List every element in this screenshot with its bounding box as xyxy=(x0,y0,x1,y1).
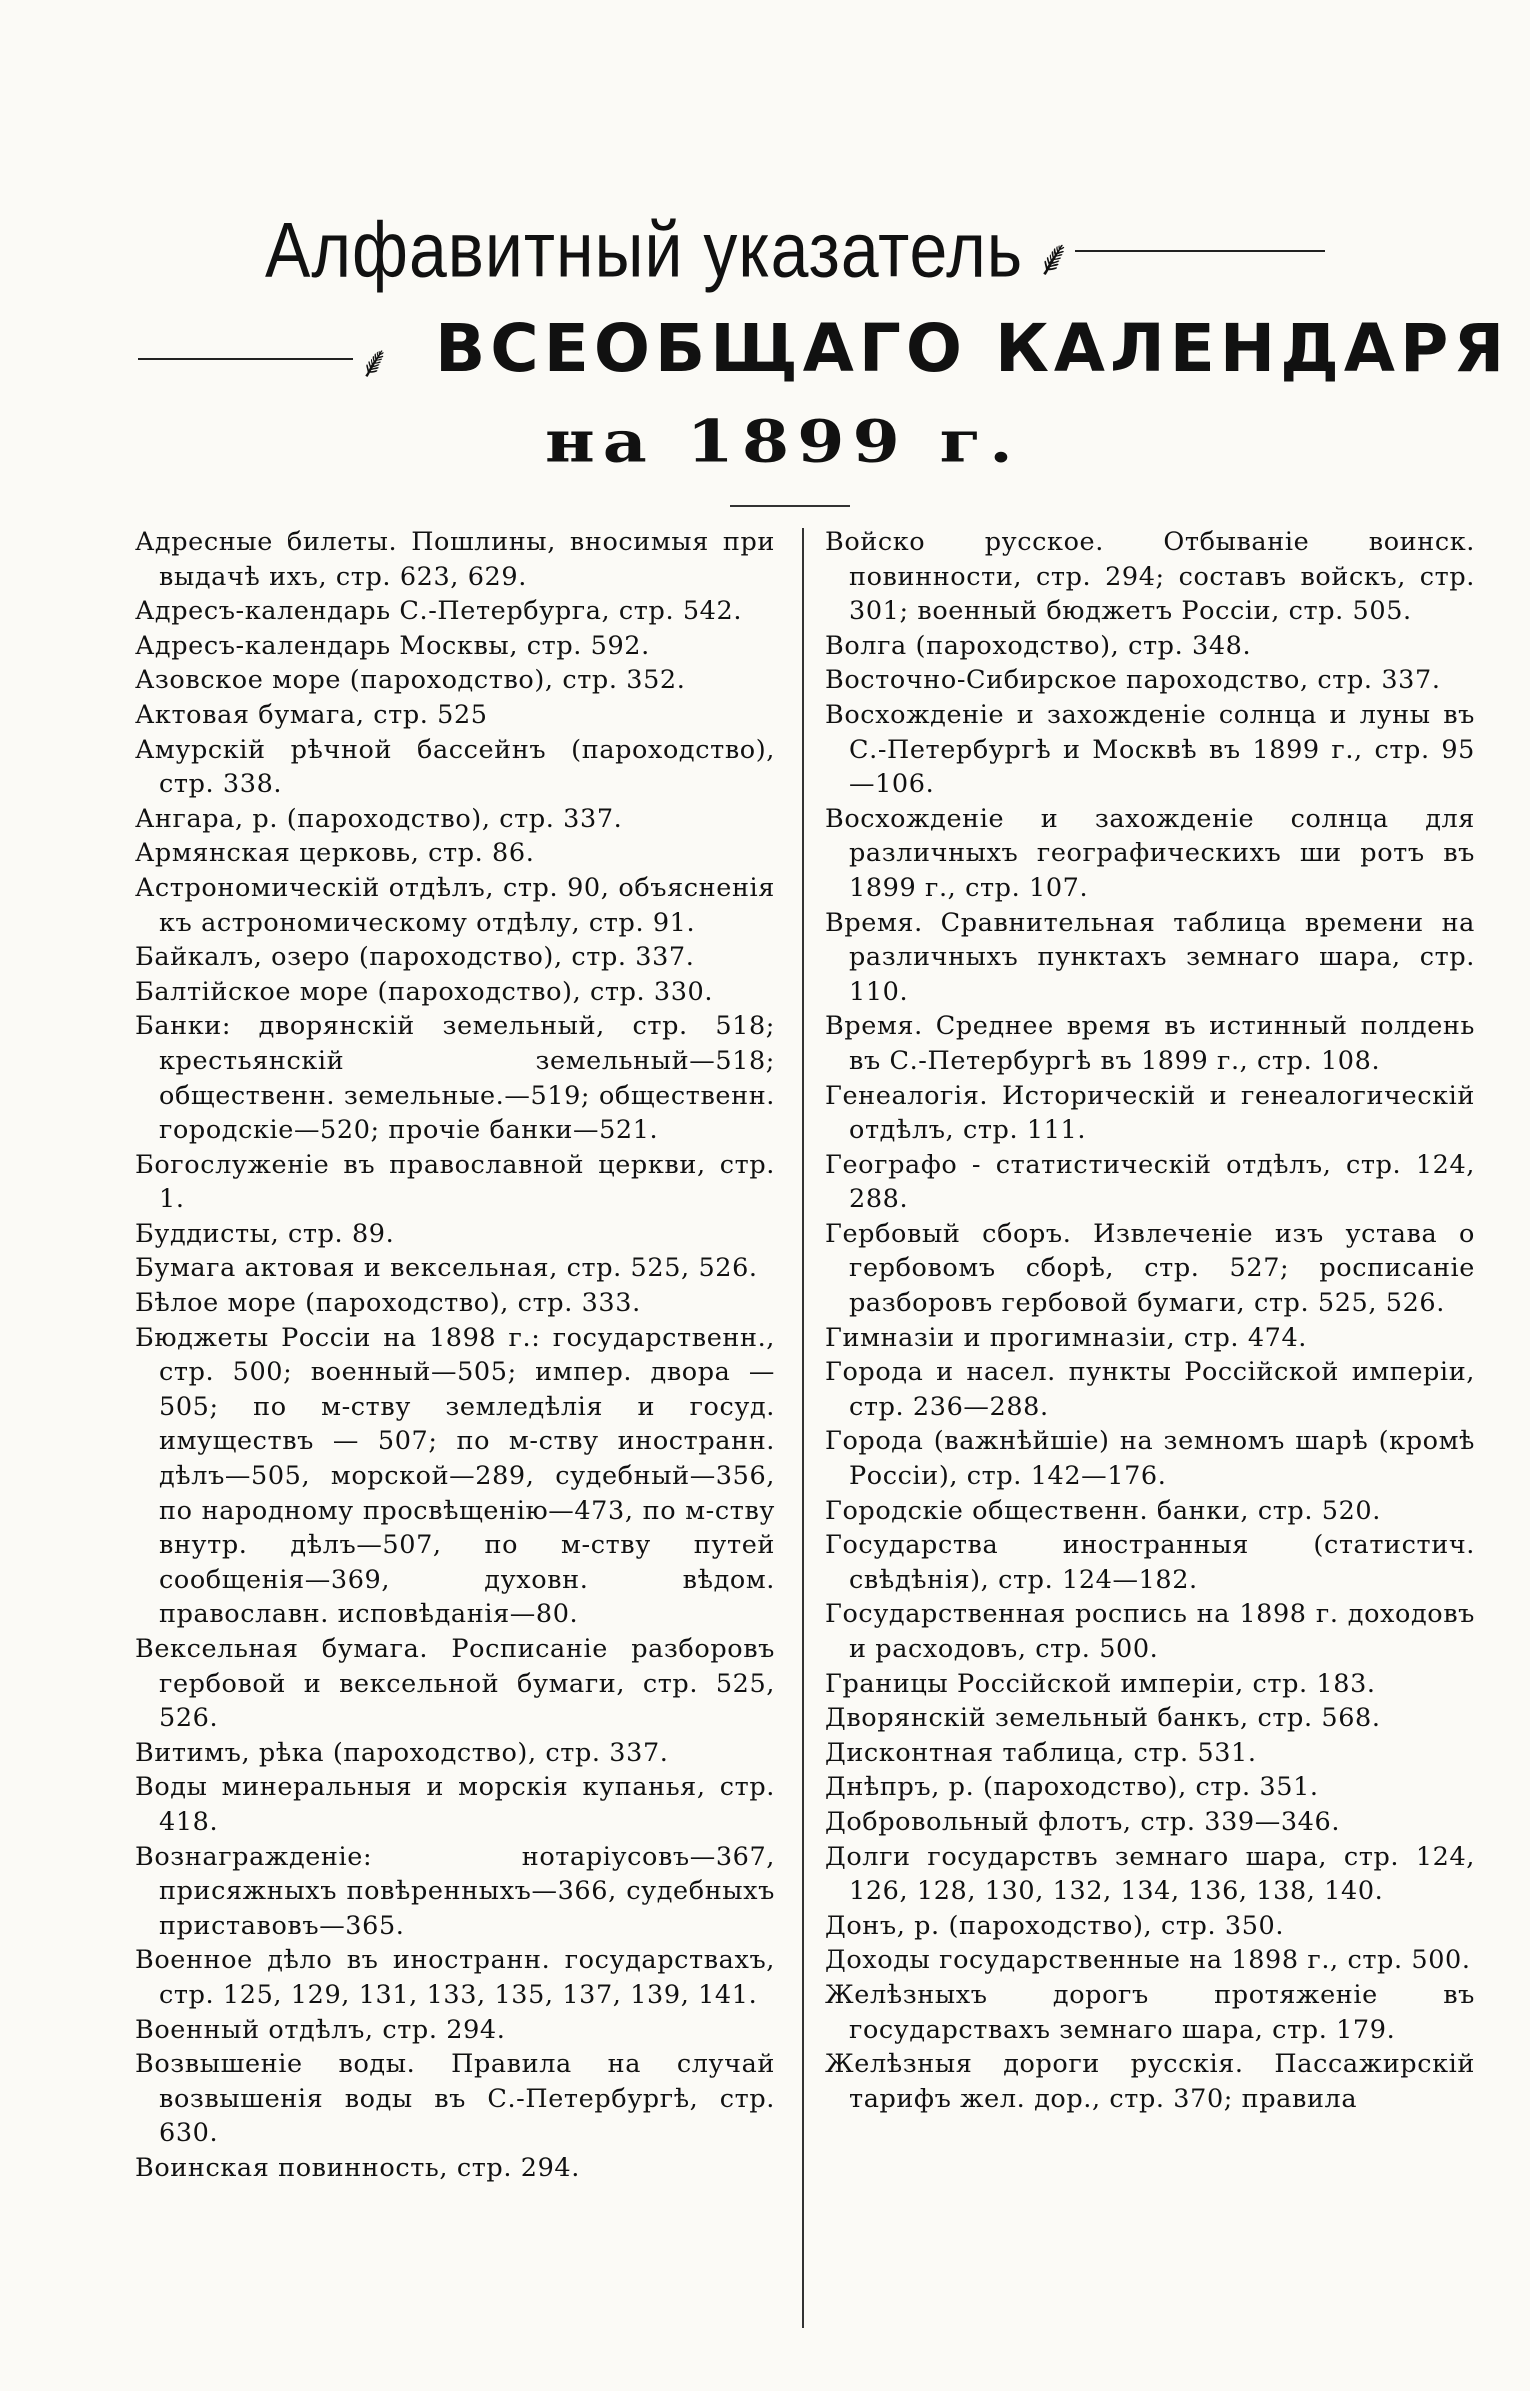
index-entry: Время. Сравнительная таблица времени на различныхъ пунктахъ земнаго шара, стр. 110. xyxy=(825,907,1475,1007)
index-entry: Возвышеніе воды. Правила на случай возвышенія воды въ С.-Петербургѣ, стр. 630. xyxy=(135,2049,775,2149)
decorative-rule xyxy=(138,358,353,360)
index-entry: Вексельная бумага. Росписаніе разборовъ гербовой и вексельной бумаги, стр. 525, 526. xyxy=(135,1634,775,1734)
index-entry: Государственная роспись на 1898 г. доходовъ и расходовъ, стр. 500. xyxy=(825,1599,1475,1664)
index-entry: Богослуженіе въ православной церкви, стр. 1. xyxy=(135,1149,775,1215)
index-entry: Банки: дворянскій земельный, стр. 518; крестьянскій земельный—518; общественн. земельные.—519; общественн. городскіе—520; прочіе банки—521. xyxy=(135,1011,775,1146)
index-column-right xyxy=(825,525,1475,2116)
index-entry: Дисконтная таблица, стр. 531. xyxy=(825,1737,1257,1768)
index-entry: Амурскій рѣчной бассейнъ (пароходство), стр. 338. xyxy=(135,734,775,800)
index-entry: Добровольный флотъ, стр. 339—346. xyxy=(825,1806,1341,1837)
index-entry: Астрономическій отдѣлъ, стр. 90, объясненія къ астрономическому отдѣлу, стр. 91. xyxy=(135,872,775,938)
index-entry: Государства иностранныя (статистич. свѣдѣнія), стр. 124—182. xyxy=(825,1530,1475,1595)
index-entry: Бюджеты Россіи на 1898 г.: государственн., стр. 500; военный—505; импер. двора — 505; по м-ству земледѣлія и госуд. имуществъ — 507; по м-ству иностранн. дѣлъ—505, морской—289, судебный—356, по народному просвѣщенію—473, по м-ству внутр. дѣлъ—507, по м-ству путей сообщенія—369, духовн. вѣдом. православн. исповѣданія—80. xyxy=(135,1322,775,1630)
title-line-1: Алфавитный указатель xyxy=(265,206,1024,294)
index-entry: Географо - статистическій отдѣлъ, стр. 124, 288. xyxy=(825,1149,1475,1215)
index-entry: Армянская церковь, стр. 86. xyxy=(135,838,535,869)
index-entry: Воды минеральныя и морскія купанья, стр. 418. xyxy=(135,1772,775,1837)
index-entry: Бумага актовая и вексельная, стр. 525, 526. xyxy=(135,1253,758,1284)
decorative-rule xyxy=(730,505,850,507)
index-entry: Желѣзныхъ дорогъ протяженіе въ государствахъ земнаго шара, стр. 179. xyxy=(825,1979,1475,2045)
title-line-2: ВСЕОБЩАГО КАЛЕНДАРЯ xyxy=(435,310,1510,387)
index-entry: Доходы государственные на 1898 г., стр. 500. xyxy=(825,1945,1471,1976)
index-entry: Города и насел. пункты Россійской имперіи, стр. 236—288. xyxy=(825,1357,1475,1422)
index-entry: Гимназіи и прогимназіи, стр. 474. xyxy=(825,1322,1308,1353)
index-entry: Вознагражденіе: нотаріусовъ—367, присяжныхъ повѣренныхъ—366, судебныхъ приставовъ—365. xyxy=(135,1841,775,1941)
index-entry: Днѣпръ, р. (пароходство), стр. 351. xyxy=(825,1772,1319,1803)
index-entry: Военное дѣло въ иностранн. государствахъ, стр. 125, 129, 131, 133, 135, 137, 139, 141. xyxy=(135,1945,775,2010)
index-entry: Восточно-Сибирское пароходство, стр. 337. xyxy=(825,665,1441,696)
index-entry: Восхожденіе и захожденіе солнца для различныхъ географическихъ ши ротъ въ 1899 г., стр. 107. xyxy=(825,803,1475,903)
index-entry: Ангара, р. (пароходство), стр. 337. xyxy=(135,803,623,834)
index-entry: Балтійское море (пароходство), стр. 330. xyxy=(135,976,714,1007)
index-entry: Адресъ-календарь Москвы, стр. 592. xyxy=(135,630,650,661)
index-entry: Военный отдѣлъ, стр. 294. xyxy=(135,2014,506,2045)
ornament-icon: ⸙ xyxy=(1035,229,1073,287)
ornament-icon: ⸙ xyxy=(358,337,391,388)
index-entry: Донъ, р. (пароходство), стр. 350. xyxy=(825,1910,1285,1941)
index-entry: Актовая бумага, стр. 525 xyxy=(135,699,488,730)
index-entry: Адресъ-календарь С.-Петербурга, стр. 542. xyxy=(135,596,743,627)
index-entry: Желѣзныя дороги русскія. Пассажирскій тарифъ жел. дор., стр. 370; правила xyxy=(825,2049,1475,2114)
index-entry: Городскіе общественн. банки, стр. 520. xyxy=(825,1495,1381,1526)
index-entry: Войско русское. Отбываніе воинск. повинности, стр. 294; составъ войскъ, стр. 301; военный бюджетъ Россіи, стр. 505. xyxy=(825,527,1475,627)
index-entry: Генеалогія. Историческій и генеалогическій отдѣлъ, стр. 111. xyxy=(825,1080,1475,1146)
index-entry: Время. Среднее время въ истинный полдень въ С.-Петербургѣ въ 1899 г., стр. 108. xyxy=(825,1011,1475,1076)
index-entry: Волга (пароходство), стр. 348. xyxy=(825,630,1252,661)
index-entry: Азовское море (пароходство), стр. 352. xyxy=(135,665,686,696)
decorative-rule xyxy=(1075,250,1325,252)
index-entry: Гербовый сборъ. Извлеченіе изъ устава о гербовомъ сборѣ, стр. 527; росписаніе разборовъ гербовой бумаги, стр. 525, 526. xyxy=(825,1218,1475,1319)
index-column-left xyxy=(135,525,775,2186)
index-entry: Бѣлое море (пароходство), стр. 333. xyxy=(135,1288,641,1319)
index-entry: Восхожденіе и захожденіе солнца и луны въ С.-Петербургѣ и Москвѣ въ 1899 г., стр. 95—106. xyxy=(825,699,1475,800)
column-divider xyxy=(802,528,804,2328)
index-entry: Витимъ, рѣка (пароходство), стр. 337. xyxy=(135,1737,669,1768)
index-entry: Дворянскій земельный банкъ, стр. 568. xyxy=(825,1703,1381,1734)
index-entry: Границы Россійской имперіи, стр. 183. xyxy=(825,1668,1376,1699)
index-entry: Воинская повинность, стр. 294. xyxy=(135,2152,580,2183)
index-entry: Города (важнѣйшіе) на земномъ шарѣ (кромѣ Россіи), стр. 142—176. xyxy=(825,1426,1475,1492)
index-entry: Байкалъ, озеро (пароходство), стр. 337. xyxy=(135,942,695,973)
index-entry: Адресные билеты. Пошлины, вносимыя при выдачѣ ихъ, стр. 623, 629. xyxy=(135,527,775,592)
index-entry: Долги государствъ земнаго шара, стр. 124, 126, 128, 130, 132, 134, 136, 138, 140. xyxy=(825,1841,1475,1907)
index-entry: Буддисты, стр. 89. xyxy=(135,1218,395,1249)
title-line-3: на 1899 г. xyxy=(545,408,1021,476)
